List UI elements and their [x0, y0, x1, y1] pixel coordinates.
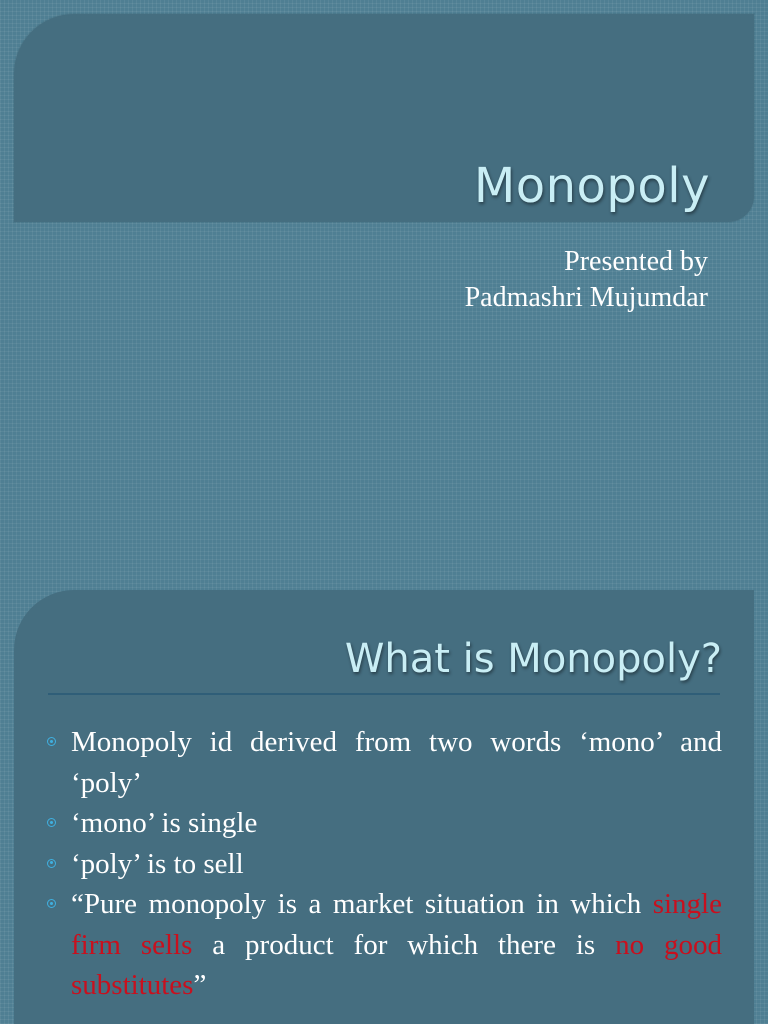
bullet-text-part: a product for which there is	[192, 928, 616, 961]
list-item	[44, 803, 722, 844]
presented-by-label: Presented by	[564, 246, 708, 277]
list-item	[44, 884, 722, 1006]
circle-dot-bullet-icon	[47, 899, 56, 908]
bullet-list	[44, 722, 722, 1006]
presenter-name: Padmashri Mujumdar	[464, 282, 708, 313]
content-slide-title: What is Monopoly?	[344, 636, 722, 682]
slide-title: Monopoly	[473, 158, 710, 214]
highlight-text: no good substitutes	[71, 928, 722, 1001]
presenter-block	[465, 244, 708, 316]
circle-dot-bullet-icon	[47, 859, 56, 868]
circle-dot-bullet-icon	[47, 737, 56, 746]
bullet-text-part: ”	[193, 969, 207, 1001]
list-item	[44, 844, 722, 885]
content-slide	[0, 512, 768, 1024]
highlight-text: single firm sells	[71, 888, 722, 961]
title-divider	[48, 693, 720, 695]
bullet-text-part: “Pure monopoly is a market situation in which	[71, 888, 653, 920]
circle-dot-bullet-icon	[47, 818, 56, 827]
bullet-text: Monopoly id derived from two words ‘mono’ and ‘poly’	[71, 726, 722, 799]
bullet-text: ‘poly’ is to sell	[71, 847, 244, 880]
list-item	[44, 722, 722, 803]
bullet-text: ‘mono’ is single	[71, 807, 258, 839]
